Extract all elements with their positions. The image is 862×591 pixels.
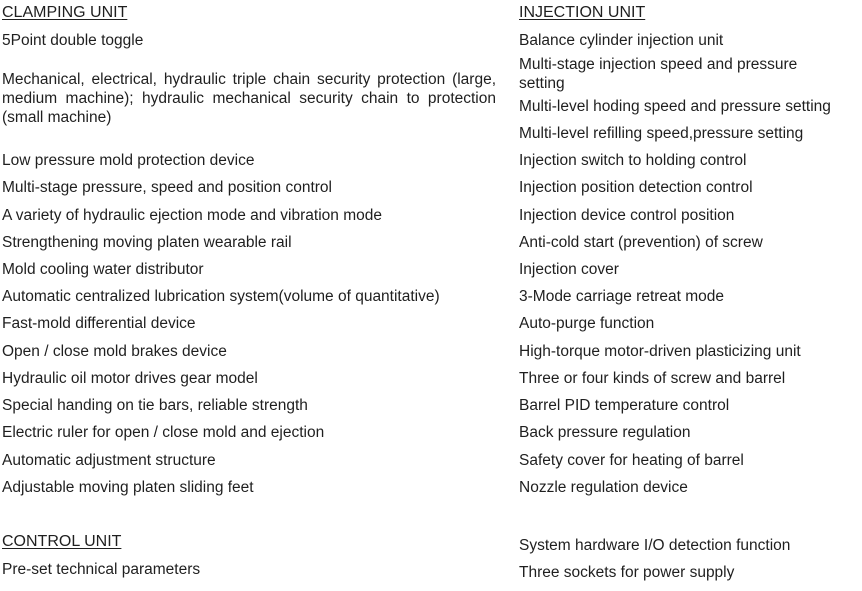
clamping-item: 5Point double toggle — [2, 32, 144, 49]
clamping-item: Mechanical, electrical, hydraulic triple chain security protection (large, medium machine); hydraulic mechanical security chain to protection (small machine) — [2, 71, 496, 126]
injection-item: Safety cover for heating of barrel — [519, 452, 744, 469]
injection-item: Auto-purge function — [519, 315, 655, 332]
injection-unit-heading: INJECTION UNIT — [519, 4, 646, 21]
clamping-item: Strengthening moving platen wearable rail — [2, 234, 292, 251]
clamping-item: Mold cooling water distributor — [2, 261, 204, 278]
control-item: Pre-set technical parameters — [2, 561, 201, 578]
injection-item: High-torque motor-driven plasticizing unit — [519, 343, 801, 360]
clamping-item: Open / close mold brakes device — [2, 343, 227, 360]
injection-item: Balance cylinder injection unit — [519, 32, 724, 49]
clamping-item: Low pressure mold protection device — [2, 152, 255, 169]
injection-item: Multi-stage injection speed and pressure setting — [519, 56, 798, 92]
injection-item: Injection switch to holding control — [519, 152, 747, 169]
injection-item: Injection position detection control — [519, 179, 753, 196]
injection-item: Three or four kinds of screw and barrel — [519, 370, 786, 387]
control-item: System hardware I/O detection function — [519, 537, 791, 554]
injection-item: 3-Mode carriage retreat mode — [519, 288, 725, 305]
injection-item: Barrel PID temperature control — [519, 397, 730, 414]
injection-item: Injection device control position — [519, 207, 735, 224]
clamping-unit-heading: CLAMPING UNIT — [2, 4, 128, 21]
clamping-item: Electric ruler for open / close mold and ejection — [2, 424, 325, 441]
injection-item: Back pressure regulation — [519, 424, 691, 441]
control-item: Three sockets for power supply — [519, 564, 735, 581]
clamping-item: A variety of hydraulic ejection mode and vibration mode — [2, 207, 382, 224]
control-unit-heading: CONTROL UNIT — [2, 533, 122, 550]
clamping-item: Hydraulic oil motor drives gear model — [2, 370, 258, 387]
injection-item: Multi-level hoding speed and pressure setting — [519, 98, 831, 115]
injection-item: Anti-cold start (prevention) of screw — [519, 234, 763, 251]
clamping-item: Fast-mold differential device — [2, 315, 196, 332]
injection-item: Nozzle regulation device — [519, 479, 688, 496]
clamping-item: Special handing on tie bars, reliable strength — [2, 397, 308, 414]
clamping-item: Automatic adjustment structure — [2, 452, 216, 469]
clamping-item: Multi-stage pressure, speed and position control — [2, 179, 332, 196]
injection-item: Injection cover — [519, 261, 619, 278]
injection-item: Multi-level refilling speed,pressure setting — [519, 125, 804, 142]
clamping-item: Adjustable moving platen sliding feet — [2, 479, 254, 496]
clamping-item: Automatic centralized lubrication system(volume of quantitative) — [2, 288, 440, 305]
